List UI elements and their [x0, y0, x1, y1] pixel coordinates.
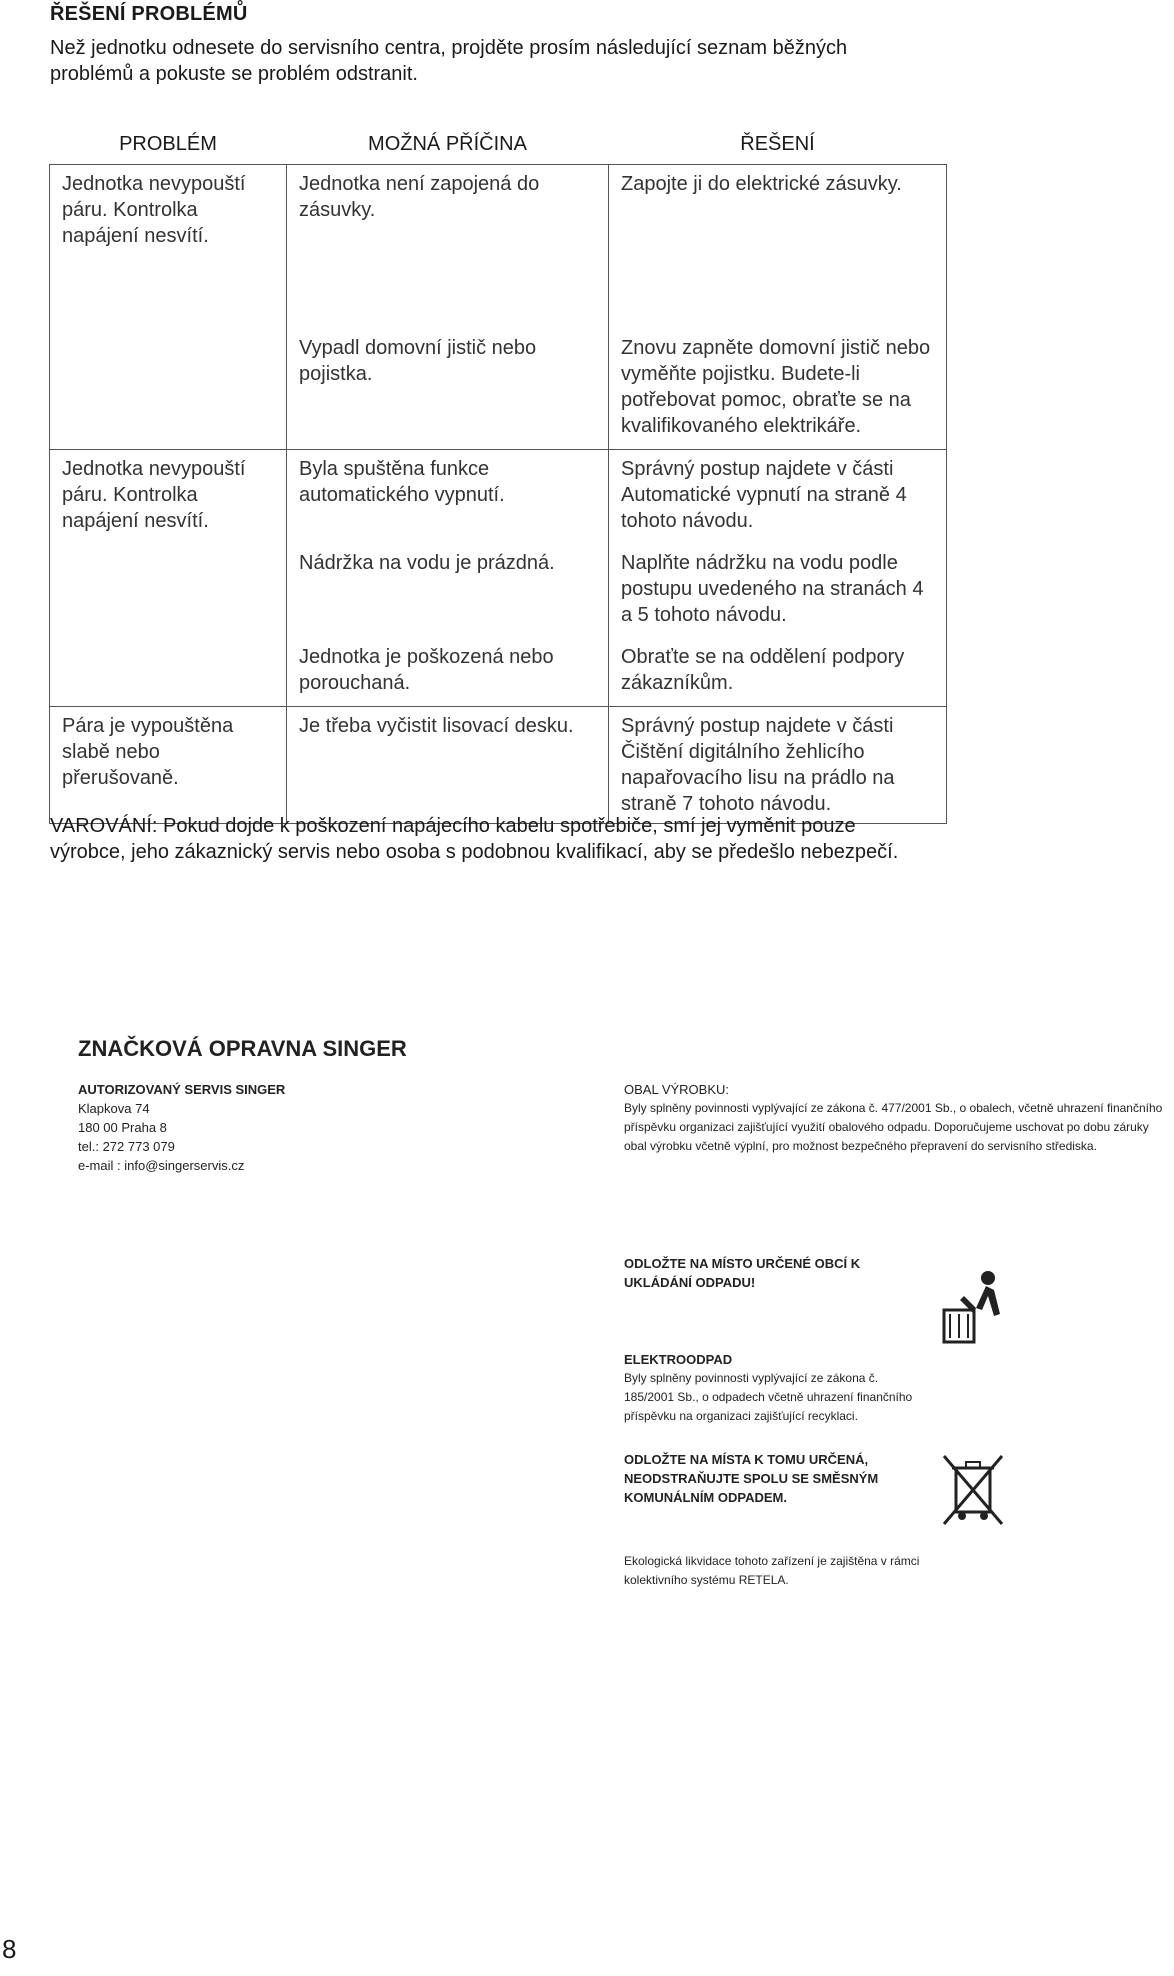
service-phone: tel.: 272 773 079: [78, 1139, 175, 1154]
solution-cell: Správný postup najdete v části Automatické vypnutí na straně 4 tohoto návodu.: [609, 449, 947, 544]
service-address: [78, 1080, 398, 1175]
service-street: Klapkova 74: [78, 1101, 150, 1116]
solution-cell: Obraťte se na oddělení podpory zákazníkům.: [609, 638, 947, 707]
warning-paragraph: VAROVÁNÍ: Pokud dojde k poškození napájecího kabelu spotřebiče, smí jej vyměnit pouze výrobce, jeho zákaznický servis nebo osoba s podobnou kvalifikací, aby se předešlo nebezpečí.: [50, 815, 899, 863]
singer-service-block: [76, 1036, 1163, 1596]
crossed-bin-icon: [938, 1450, 1008, 1530]
electro-title: ELEKTROODPAD: [624, 1352, 733, 1367]
cause-cell: Vypadl domovní jistič nebo pojistka.: [287, 335, 609, 450]
ecology-note: Ekologická likvidace tohoto zařízení je zajištěna v rámci kolektivního systému RETELA.: [624, 1554, 920, 1587]
header-problem: PROBLÉM: [50, 124, 287, 165]
dispose-electro-label: ODLOŽTE NA MÍSTA K TOMU URČENÁ, NEODSTRAŇUJTE SPOLU SE SMĚSNÝM KOMUNÁLNÍM ODPADEM.: [624, 1452, 879, 1505]
dispose-electro-block: [624, 1450, 894, 1507]
packaging-title: OBAL VÝROBKU:: [624, 1082, 729, 1097]
dispose-packaging-block: [624, 1254, 884, 1292]
problem-cell: Jednotka nevypouští páru. Kontrolka napájení nesvítí.: [50, 449, 287, 706]
intro-paragraph: Než jednotku odnesete do servisního centra, projděte prosím následující seznam běžných problémů a pokuste se problém odstranit.: [50, 37, 848, 85]
singer-title: ZNAČKOVÁ OPRAVNA SINGER: [78, 1036, 407, 1061]
table-header-row: [50, 124, 947, 165]
header-solution: ŘEŠENÍ: [609, 124, 947, 165]
cause-cell: Jednotka není zapojená do zásuvky.: [287, 165, 609, 335]
dispose-packaging-label: ODLOŽTE NA MÍSTO URČENÉ OBCÍ K UKLÁDÁNÍ ODPADU!: [624, 1256, 861, 1290]
cause-cell: Nádržka na vodu je prázdná.: [287, 544, 609, 638]
service-city: 180 00 Praha 8: [78, 1120, 167, 1135]
header-cause: MOŽNÁ PŘÍČINA: [287, 124, 609, 165]
table-row: [50, 706, 947, 823]
page-number: 8: [2, 1934, 17, 1964]
solution-cell: Znovu zapněte domovní jistič nebo vyměňte pojistku. Budete-li potřebovat pomoc, obraťte se na kvalifikovaného elektrikáře.: [609, 335, 947, 450]
electro-text: Byly splněny povinnosti vyplývající ze zákona č. 185/2001 Sb., o odpadech včetně uhrazení finančního příspěvku na organizaci zajišťující recyklaci.: [624, 1371, 913, 1423]
solution-cell: Naplňte nádržku na vodu podle postupu uvedeného na stranách 4 a 5 tohoto návodu.: [609, 544, 947, 638]
cause-cell: Jednotka je poškozená nebo porouchaná.: [287, 638, 609, 707]
electro-block: [624, 1350, 1164, 1426]
table-row: [50, 165, 947, 335]
troubleshooting-table: [49, 124, 947, 824]
litter-bin-icon: [936, 1266, 1016, 1346]
page-heading: ŘEŠENÍ PROBLÉMŮ: [50, 3, 248, 25]
packaging-block: [624, 1080, 1163, 1222]
problem-cell: Pára je vypouštěna slabě nebo přerušovaně.: [50, 706, 287, 823]
service-name: AUTORIZOVANÝ SERVIS SINGER: [78, 1082, 286, 1097]
problem-cell: Jednotka nevypouští páru. Kontrolka napájení nesvítí.: [50, 165, 287, 450]
disposal-info: [624, 1080, 1163, 1222]
packaging-text: Byly splněny povinnosti vyplývající ze zákona č. 477/2001 Sb., o obalech, včetně uhrazení finančního příspěvku organizaci zajišťující využití obalového odpadu. Doporučujeme uschovat po dobu záruky obal výrobku včetně výplní, pro možnost bezpečného přepravení do servisního střediska.: [624, 1101, 1163, 1153]
solution-cell: Zapojte ji do elektrické zásuvky.: [609, 165, 947, 335]
cause-cell: Byla spuštěna funkce automatického vypnutí.: [287, 449, 609, 544]
service-email: e-mail : info@singerservis.cz: [78, 1158, 245, 1173]
solution-cell: Správný postup najdete v části Čištění digitálního žehlicího napařovacího lisu na prádlo na straně 7 tohoto návodu.: [609, 706, 947, 823]
table-row: [50, 449, 947, 544]
cause-cell: Je třeba vyčistit lisovací desku.: [287, 706, 609, 823]
